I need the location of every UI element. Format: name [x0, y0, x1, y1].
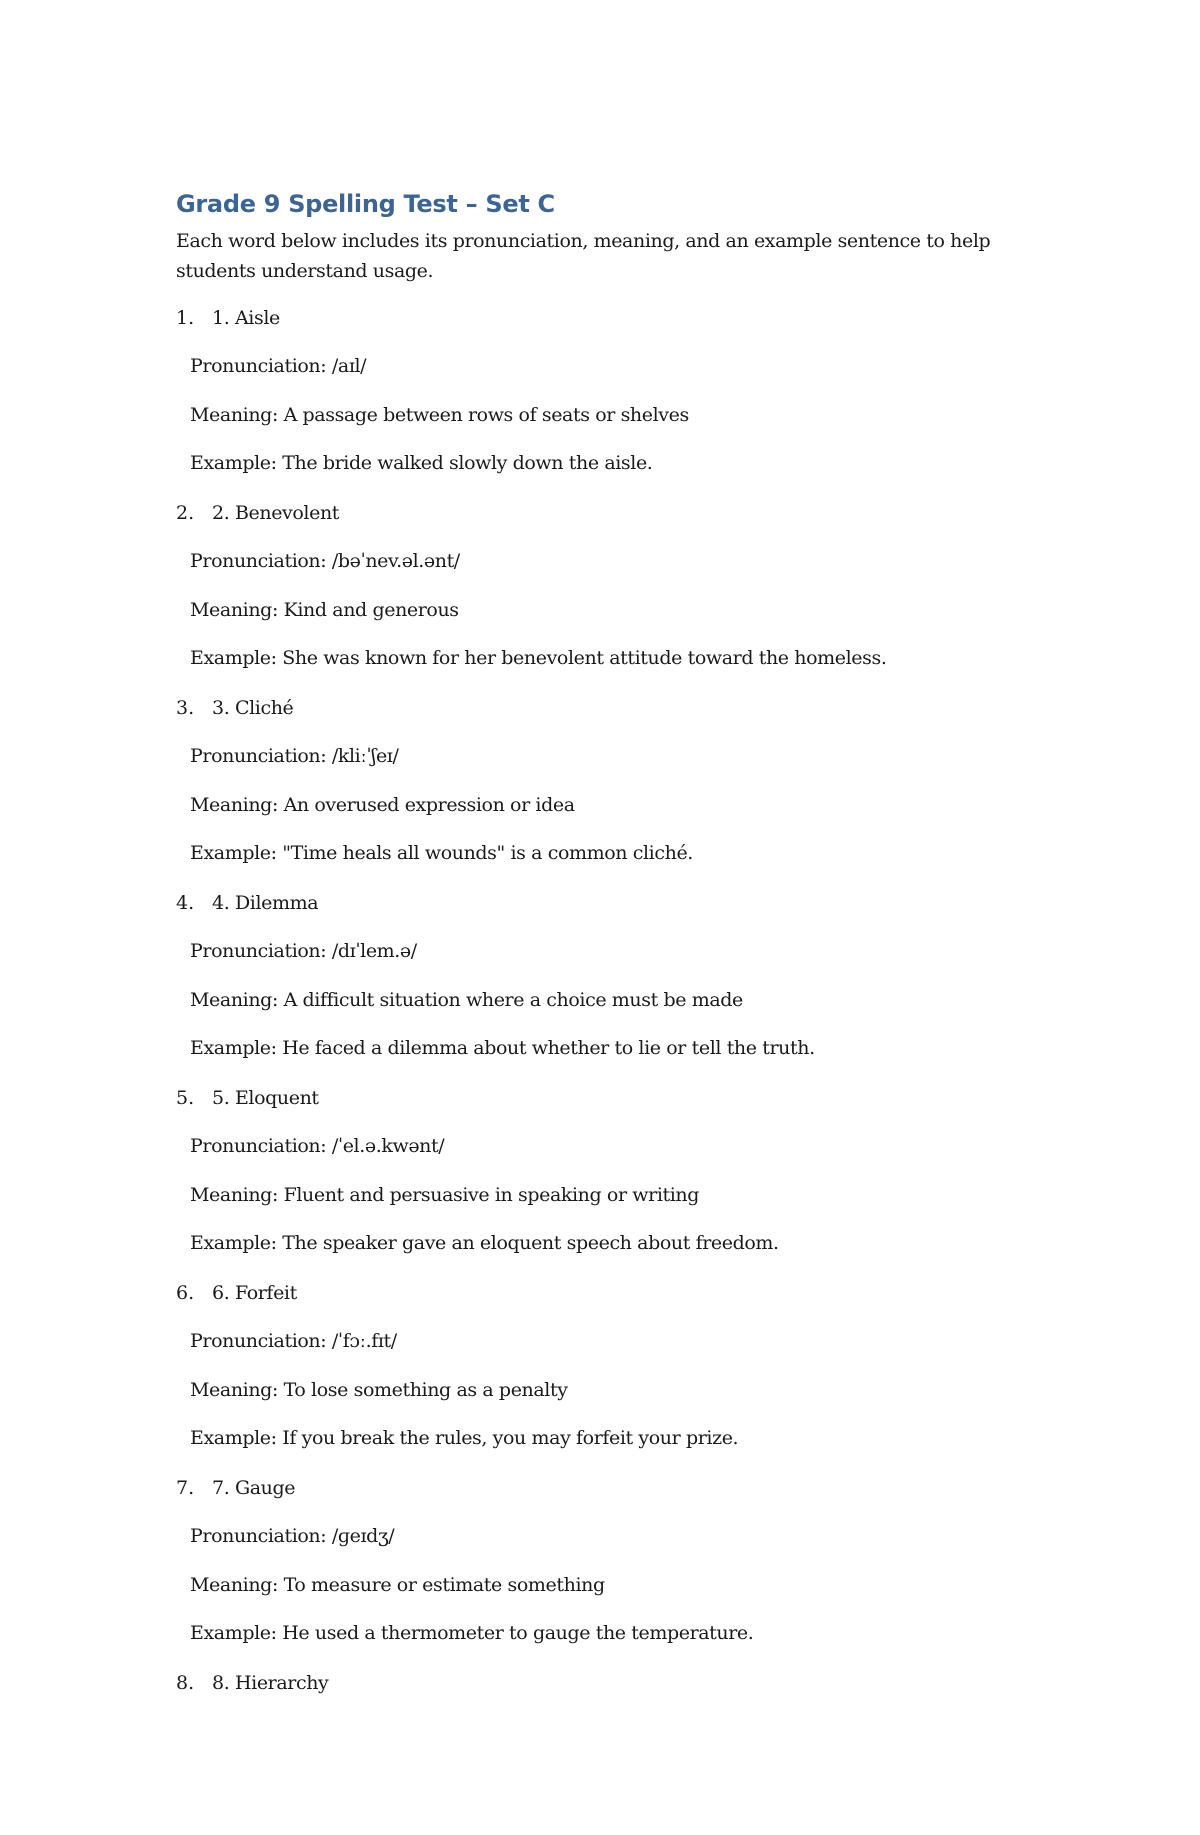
word-example: Example: He used a thermometer to gauge the temperature. — [190, 1622, 754, 1644]
word-example: Example: The bride walked slowly down the aisle. — [190, 452, 653, 474]
word-example: Example: He faced a dilemma about whether to lie or tell the truth. — [190, 1037, 815, 1059]
word-pronunciation: Pronunciation: /kliːˈʃeɪ/ — [190, 745, 399, 767]
word-pronunciation: Pronunciation: /ɡeɪdʒ/ — [190, 1525, 395, 1547]
word-example: Example: The speaker gave an eloquent speech about freedom. — [190, 1232, 779, 1254]
word-pronunciation: Pronunciation: /dɪˈlem.ə/ — [190, 940, 417, 962]
word-meaning: Meaning: Kind and generous — [190, 599, 459, 621]
list-number: 4. — [176, 892, 195, 914]
list-number: 5. — [176, 1087, 195, 1109]
list-number: 1. — [176, 307, 195, 329]
word-pronunciation: Pronunciation: /bəˈnev.əl.ənt/ — [190, 550, 460, 572]
list-number: 7. — [176, 1477, 195, 1499]
word-heading: 4. Dilemma — [212, 892, 319, 914]
word-meaning: Meaning: A passage between rows of seats or shelves — [190, 404, 689, 426]
word-heading: 1. Aisle — [212, 307, 280, 329]
word-example: Example: She was known for her benevolent attitude toward the homeless. — [190, 647, 887, 669]
list-number: 8. — [176, 1672, 195, 1694]
intro-paragraph: Each word below includes its pronunciation, meaning, and an example sentence to help students understand usage. — [176, 230, 991, 282]
word-meaning: Meaning: An overused expression or idea — [190, 794, 575, 816]
word-meaning: Meaning: A difficult situation where a choice must be made — [190, 989, 743, 1011]
word-heading: 6. Forfeit — [212, 1282, 297, 1304]
word-example: Example: "Time heals all wounds" is a common cliché. — [190, 842, 693, 864]
word-pronunciation: Pronunciation: /aɪl/ — [190, 355, 367, 377]
list-number: 6. — [176, 1282, 195, 1304]
word-heading: 8. Hierarchy — [212, 1672, 329, 1694]
word-meaning: Meaning: To lose something as a penalty — [190, 1379, 568, 1401]
list-number: 2. — [176, 502, 195, 524]
word-pronunciation: Pronunciation: /ˈfɔː.fɪt/ — [190, 1330, 397, 1352]
word-meaning: Meaning: To measure or estimate something — [190, 1574, 605, 1596]
word-pronunciation: Pronunciation: /ˈel.ə.kwənt/ — [190, 1135, 445, 1157]
word-meaning: Meaning: Fluent and persuasive in speaking or writing — [190, 1184, 700, 1206]
word-heading: 5. Eloquent — [212, 1087, 319, 1109]
word-heading: 3. Cliché — [212, 697, 294, 719]
page-title: Grade 9 Spelling Test – Set C — [176, 190, 555, 218]
list-number: 3. — [176, 697, 195, 719]
word-heading: 2. Benevolent — [212, 502, 340, 524]
word-heading: 7. Gauge — [212, 1477, 296, 1499]
word-example: Example: If you break the rules, you may forfeit your prize. — [190, 1427, 739, 1449]
